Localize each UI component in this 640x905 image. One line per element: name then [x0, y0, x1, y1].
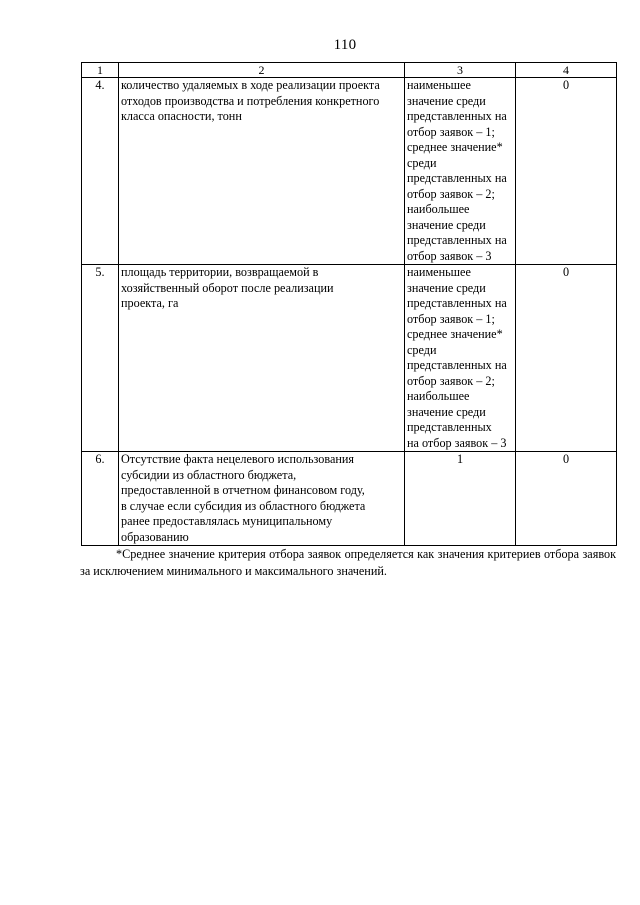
score-cell: 0 [516, 78, 617, 265]
method-line: представленных [407, 420, 492, 434]
method-line: наибольшее [407, 389, 470, 403]
method-line: представленных на [407, 296, 507, 310]
column-header-1: 1 [82, 63, 119, 78]
method-line: среди [407, 342, 437, 357]
page-number: 110 [333, 37, 357, 53]
method-line: среднее значение* [407, 140, 503, 154]
criteria-table [81, 62, 617, 546]
criterion-line: предоставленной в отчетном финансовом году, [121, 483, 365, 497]
criterion-cell [119, 265, 405, 452]
criterion-line: субсидии из областного бюджета, [121, 467, 297, 482]
method-line: наибольшее [407, 202, 470, 216]
criterion-line: количество удаляемых в ходе реализации проекта [121, 78, 380, 92]
scoring-method-cell [405, 265, 516, 452]
column-header-2: 2 [119, 63, 405, 78]
criterion-line: хозяйственный оборот после реализации [121, 280, 334, 295]
method-line: отбор заявок – 3 [407, 248, 492, 263]
column-header-4: 4 [516, 63, 617, 78]
criterion-line: ранее предоставлялась муниципальному [121, 514, 333, 528]
method-line: среди [407, 155, 437, 170]
method-line: наименьшее [407, 265, 471, 279]
criterion-line: Отсутствие факта нецелевого использования [121, 452, 355, 466]
row-number: 4. [82, 78, 119, 265]
footnote-text: *Среднее значение критерия отбора заявок определяется как значения критериев отбора заявок за исключением минимального и максимального значений. [80, 547, 616, 578]
method-line: среднее значение* [407, 327, 503, 341]
method-line: значение среди [407, 93, 486, 108]
method-line: значение среди [407, 217, 486, 232]
scoring-method-cell: 1 [405, 452, 516, 546]
score-cell: 0 [516, 452, 617, 546]
footnote [80, 546, 616, 580]
criterion-line: класса опасности, тонн [121, 109, 242, 123]
method-line: представленных на [407, 171, 507, 185]
criterion-line: проекта, га [121, 296, 179, 310]
method-line: отбор заявок – 1; [407, 311, 495, 326]
method-line: отбор заявок – 2; [407, 373, 495, 388]
criterion-line: в случае если субсидия из областного бюджета [121, 498, 366, 513]
table-row [82, 78, 617, 265]
table-header-row [82, 63, 617, 78]
criterion-line: образованию [121, 529, 189, 544]
row-number: 5. [82, 265, 119, 452]
method-line: отбор заявок – 1; [407, 124, 495, 139]
criterion-line: площадь территории, возвращаемой в [121, 265, 319, 279]
scoring-method-cell [405, 78, 516, 265]
row-number: 6. [82, 452, 119, 546]
table-row [82, 265, 617, 452]
method-line: представленных на [407, 233, 507, 247]
criterion-cell [119, 452, 405, 546]
method-line: представленных на [407, 109, 507, 123]
score-cell: 0 [516, 265, 617, 452]
method-line: наименьшее [407, 78, 471, 92]
method-line: отбор заявок – 2; [407, 186, 495, 201]
criterion-line: отходов производства и потребления конкретного [121, 93, 380, 108]
method-line: представленных на [407, 358, 507, 372]
method-line: значение среди [407, 404, 486, 419]
table-row [82, 452, 617, 546]
column-header-3: 3 [405, 63, 516, 78]
method-line: на отбор заявок – 3 [407, 435, 507, 450]
criterion-cell [119, 78, 405, 265]
method-line: значение среди [407, 280, 486, 295]
